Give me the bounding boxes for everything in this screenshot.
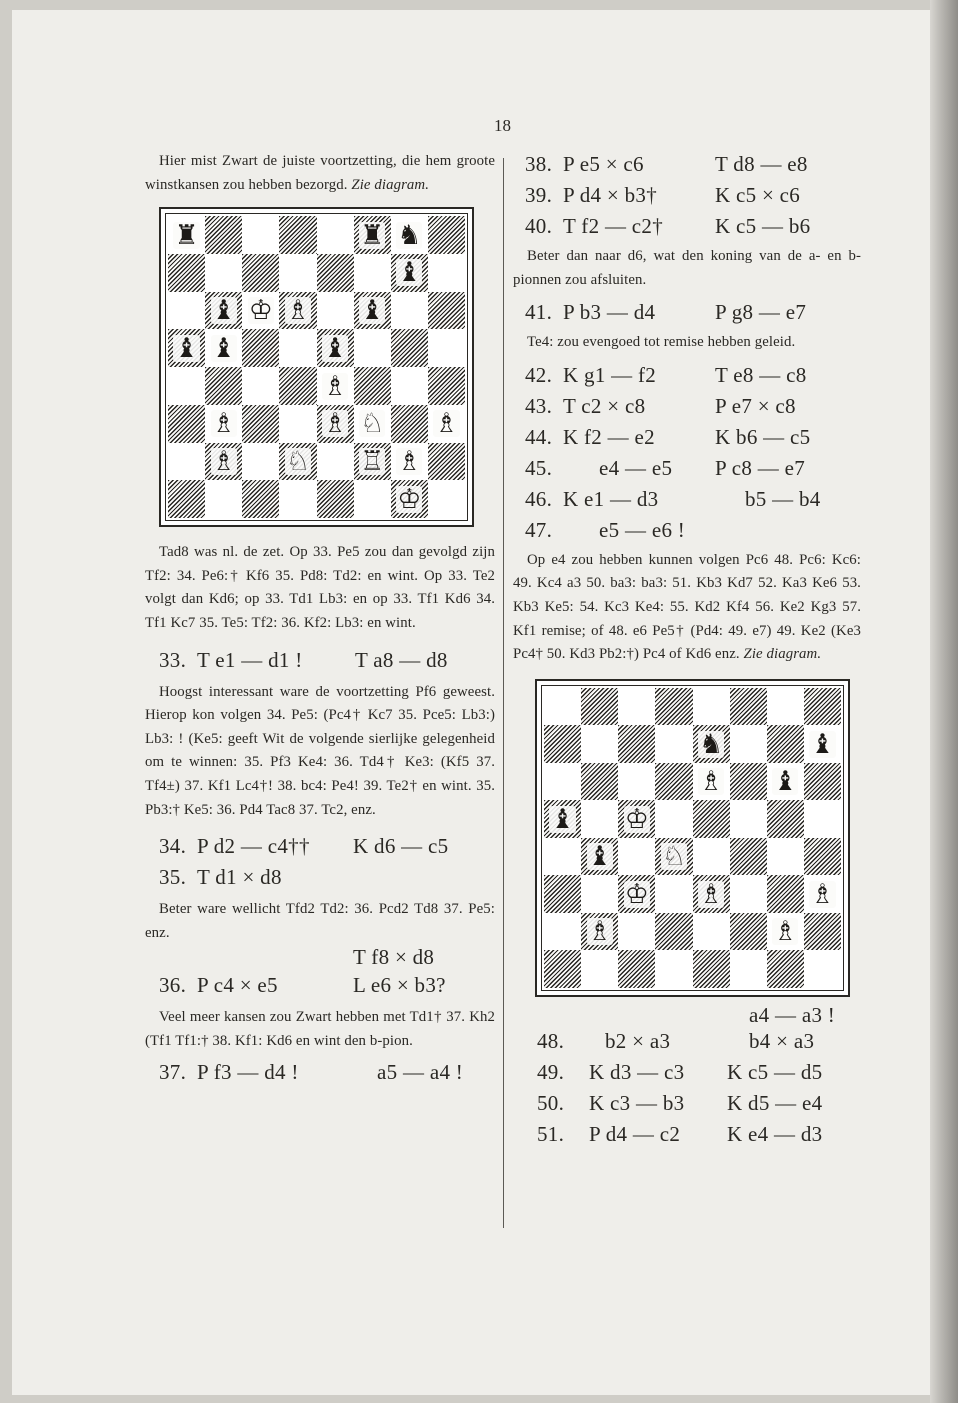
board-square [618, 800, 655, 838]
chess-piece-icon: ♖ [360, 446, 385, 478]
move-47: 47. e5 — e6 ! [525, 517, 686, 542]
move-number: 33. [159, 647, 187, 672]
board-square [279, 480, 316, 518]
board-square [767, 688, 804, 726]
right-column [513, 150, 861, 1151]
chess-piece-icon: ♝ [211, 295, 236, 327]
move-48: 48. b2 × a3 b4 × a3 [537, 1028, 815, 1053]
board-square [354, 292, 391, 330]
chess-piece-icon: ♝ [773, 766, 798, 797]
board-square [242, 292, 279, 330]
chess-piece-icon: ♗ [698, 878, 724, 910]
board-square [242, 254, 279, 292]
move-35: 35. T d1 × d8 [159, 865, 282, 890]
board-square [428, 443, 465, 481]
board-square [804, 913, 841, 951]
move-41: 41. P b3 — d4 P g8 — e7 [525, 300, 807, 325]
chess-piece-icon: ♞ [397, 219, 422, 251]
chess-piece-icon: ♝ [174, 332, 199, 364]
board-square [655, 950, 692, 988]
board-square [693, 950, 730, 988]
comment-36: Veel meer kansen zou Zwart hebben met Td1† 37. Kh2 (Tf1 Tf1:† 38. Kf1: Kd6 en wint den b-pion. [145, 1009, 495, 1049]
board-square [618, 950, 655, 988]
board-square [168, 443, 205, 481]
board-square [655, 913, 692, 951]
board-square [168, 292, 205, 330]
board-square [730, 763, 767, 801]
page-number: 18 [494, 116, 511, 135]
board-square [428, 329, 465, 367]
board-square [655, 875, 692, 913]
chess-piece-icon: ♗ [698, 766, 724, 797]
board-square [242, 367, 279, 405]
board-square [428, 292, 465, 330]
board-square [804, 838, 841, 876]
move-42: 42. K g1 — f2 T e8 — c8 [525, 362, 807, 387]
chess-piece-icon: ♗ [434, 408, 459, 440]
board-square [581, 763, 618, 801]
move-39: 39. P d4 × b3† K c5 × c6 [525, 183, 801, 207]
board-square [767, 950, 804, 988]
board-square [279, 443, 316, 481]
move-49: 49. K d3 — c3 K c5 — d5 [537, 1059, 823, 1084]
board-square [618, 838, 655, 876]
page-edge [930, 0, 958, 1403]
move-34: 34. P d2 — c4†† K d6 — c5 [159, 834, 449, 859]
board-square [581, 950, 618, 988]
comment-47: Op e4 zou hebben kunnen volgen Pc6 48. Pc6: Kc6: 49. Kc4 a3 50. ba3: ba3: 51. Kb3 Kd7 52. Ka3 Ke6 53. Kb3 Ke5: 54. Kc3 Ke4: 55. Kd2 Kf4 56. Ke2 Kg3 57. Kf1 remise; of 48. e6 Pe5† (Pd4: 49. e7) 49. Ke2 (Ke3 Pc4† 50. Kd3 Pb2:†) Pc4 of Kd6 enz. Zie diagram. [513, 551, 861, 663]
chess-piece-icon: ♔ [397, 483, 422, 515]
board-square [168, 216, 205, 254]
move-43: 43. T c2 × c8 P e7 × c8 [525, 393, 796, 418]
board-square [730, 875, 767, 913]
diagram-reference: Zie diagram. [743, 646, 822, 663]
board-square [544, 950, 581, 988]
board-square [693, 838, 730, 876]
chess-piece-icon: ♗ [773, 916, 798, 947]
board-square [655, 725, 692, 763]
board-square [730, 913, 767, 951]
board-square [581, 800, 618, 838]
board-square [544, 725, 581, 763]
board-square [317, 443, 354, 481]
board-square [317, 292, 354, 330]
board-square [804, 800, 841, 838]
column-divider [503, 158, 504, 1228]
board-square [767, 875, 804, 913]
board-square [581, 688, 618, 726]
board-square [693, 763, 730, 801]
board-square [317, 216, 354, 254]
board-square [317, 480, 354, 518]
board-square [354, 254, 391, 292]
board-square [655, 763, 692, 801]
move-44: 44. K f2 — e2 K b6 — c5 [525, 424, 811, 449]
chess-piece-icon: ♘ [661, 841, 687, 872]
board-square [581, 725, 618, 763]
move-51: 51. P d4 — c2 K e4 — d3 [537, 1121, 823, 1146]
board-square [168, 367, 205, 405]
chess-piece-icon: ♗ [587, 916, 612, 947]
move-33 [145, 646, 495, 677]
board-square [242, 216, 279, 254]
chess-piece-icon: ♝ [360, 295, 385, 327]
comment-33: Hoogst interessant ware de voortzetting Pf6 geweest. Hierop kon volgen 34. Pe5: (Pc4† Kc7 35. Pce5: Lb3:) Lb3: ! (Ke5: geeft Wit de volgende sierlijke gelegenheid om te winnen: 35. Pf3 Ke4: 36. Td4† Ke3: (Kf5 37. Tf4±) 37. Kf1 Lc4†! 38. bc4: Pe4! 39. Te2† en wint. 35. Pb3:† Ke5: 36. Pd4 Tac8 37. Tc2, enz. [145, 683, 495, 818]
board-square [205, 329, 242, 367]
chess-piece-icon: ♗ [810, 878, 835, 910]
move-47-black: a4 — a3 ! [749, 1002, 836, 1027]
board-square [428, 216, 465, 254]
board-square [428, 405, 465, 443]
board-square [544, 763, 581, 801]
board-square [544, 838, 581, 876]
board-square [279, 405, 316, 443]
board-square [168, 405, 205, 443]
board-square [618, 763, 655, 801]
board-square [767, 913, 804, 951]
board-square [693, 688, 730, 726]
chess-piece-icon: ♘ [285, 446, 311, 478]
move-38: 38. P e5 × c6 T d8 — e8 [525, 152, 808, 176]
move-40: 40. T f2 — c2† K c5 — b6 [525, 214, 811, 238]
board-square [693, 875, 730, 913]
board-square [730, 800, 767, 838]
board-square [168, 329, 205, 367]
board-square [391, 292, 428, 330]
board-square [205, 480, 242, 518]
move-45: 45. e4 — e5 P c8 — e7 [525, 455, 805, 480]
board-square [693, 800, 730, 838]
left-column [145, 150, 495, 1089]
board-square [428, 480, 465, 518]
board-square [730, 950, 767, 988]
board-square [391, 329, 428, 367]
board-square [544, 913, 581, 951]
board-square [205, 292, 242, 330]
board-square [767, 800, 804, 838]
board-square [354, 443, 391, 481]
board-square [428, 254, 465, 292]
board-square [354, 329, 391, 367]
board-square [354, 405, 391, 443]
comment-35: Beter ware wellicht Tfd2 Td2: 36. Pcd2 Td8 37. Pe5: enz. [145, 901, 495, 941]
chess-diagram-1 [159, 207, 474, 527]
move-36: 36. P c4 × e5 L e6 × b3? [159, 973, 446, 998]
board-square [391, 480, 428, 518]
board-square [544, 800, 581, 838]
board-square [730, 838, 767, 876]
chess-piece-icon: ♔ [624, 878, 649, 910]
board-square [804, 950, 841, 988]
board-square [242, 443, 279, 481]
chess-board [168, 216, 465, 518]
board-square [693, 913, 730, 951]
board-square [391, 443, 428, 481]
board-square [804, 688, 841, 726]
board-square [804, 763, 841, 801]
board-square [279, 292, 316, 330]
board-square [279, 329, 316, 367]
board-square [391, 405, 428, 443]
board-square [242, 405, 279, 443]
chess-piece-icon: ♔ [248, 295, 273, 327]
board-square [317, 405, 354, 443]
chess-piece-icon: ♝ [397, 257, 422, 289]
board-square [168, 480, 205, 518]
board-square [205, 367, 242, 405]
board-square [317, 367, 354, 405]
chess-diagram-2 [535, 679, 850, 997]
board-square [391, 367, 428, 405]
board-square [354, 480, 391, 518]
board-square [391, 254, 428, 292]
chess-board [544, 688, 841, 988]
black-move: T a8 — d8 [355, 647, 448, 672]
board-square [618, 725, 655, 763]
comment-40: Beter dan naar d6, wat den koning van de a- en b-pionnen zou afsluiten. [513, 248, 861, 288]
move-50: 50. K c3 — b3 K d5 — e4 [537, 1090, 823, 1115]
board-square [168, 254, 205, 292]
board-square [205, 405, 242, 443]
board-square [205, 443, 242, 481]
board-square [618, 688, 655, 726]
white-move: T e1 — d1 ! [197, 647, 303, 672]
comment-after-diagram: Tad8 was nl. de zet. Op 33. Pe5 zou dan gevolgd zijn Tf2: 34. Pe6:† Kf6 35. Pd8: Td2: en wint. Op 33. Te2 volgt dan Kd6; op 33. Td1 Lb3: en op 33. Tf1 Kd6 34. Tf1 Kc7 35. Te5: Tf2: 36. Kf2: Lb3: en wint. [145, 544, 495, 631]
chess-piece-icon: ♗ [285, 295, 311, 327]
board-square [655, 800, 692, 838]
chess-piece-icon: ♝ [587, 841, 612, 872]
board-square [544, 875, 581, 913]
board-square [391, 216, 428, 254]
board-square [655, 688, 692, 726]
board-square [354, 367, 391, 405]
chess-piece-icon: ♞ [698, 728, 724, 760]
chess-piece-icon: ♝ [211, 332, 236, 364]
diagram-reference: Zie diagram. [351, 176, 430, 193]
chess-piece-icon: ♗ [211, 446, 236, 478]
board-square [581, 875, 618, 913]
chess-piece-icon: ♜ [360, 219, 385, 251]
chess-piece-icon: ♔ [624, 803, 649, 835]
comment-41: Te4: zou evengoed tot remise hebben geleid. [527, 334, 796, 351]
chess-piece-icon: ♝ [810, 728, 835, 760]
intro-comment: Hier mist Zwart de juiste voortzetting, die hem groote winstkansen zou hebben bezorgd. Zie diagram. [145, 153, 495, 193]
board-square [428, 367, 465, 405]
chess-piece-icon: ♗ [322, 370, 348, 402]
board-square [317, 254, 354, 292]
board-square [618, 913, 655, 951]
board-square [279, 254, 316, 292]
board-square [544, 688, 581, 726]
board-square [354, 216, 391, 254]
chess-piece-icon: ♘ [360, 408, 385, 440]
board-square [581, 838, 618, 876]
board-square [655, 838, 692, 876]
board-square [205, 254, 242, 292]
board-square [693, 725, 730, 763]
board-square [279, 216, 316, 254]
move-35-black: T f8 × d8 [353, 945, 435, 970]
chess-piece-icon: ♝ [550, 803, 575, 835]
board-square [205, 216, 242, 254]
move-37: 37. P f3 — d4 ! a5 — a4 ! [159, 1059, 464, 1084]
board-square [804, 725, 841, 763]
board-square [242, 480, 279, 518]
board-square [730, 725, 767, 763]
board-square [581, 913, 618, 951]
board-square [804, 875, 841, 913]
board-square [279, 367, 316, 405]
board-square [242, 329, 279, 367]
chess-piece-icon: ♗ [211, 408, 236, 440]
board-square [767, 725, 804, 763]
chess-piece-icon: ♗ [397, 446, 422, 478]
board-square [767, 763, 804, 801]
board-square [618, 875, 655, 913]
chess-piece-icon: ♗ [322, 408, 348, 440]
chess-piece-icon: ♝ [322, 332, 348, 364]
board-square [730, 688, 767, 726]
board-square [317, 329, 354, 367]
move-46: 46. K e1 — d3 b5 — b4 [525, 486, 821, 511]
chess-piece-icon: ♜ [174, 219, 199, 251]
board-square [767, 838, 804, 876]
